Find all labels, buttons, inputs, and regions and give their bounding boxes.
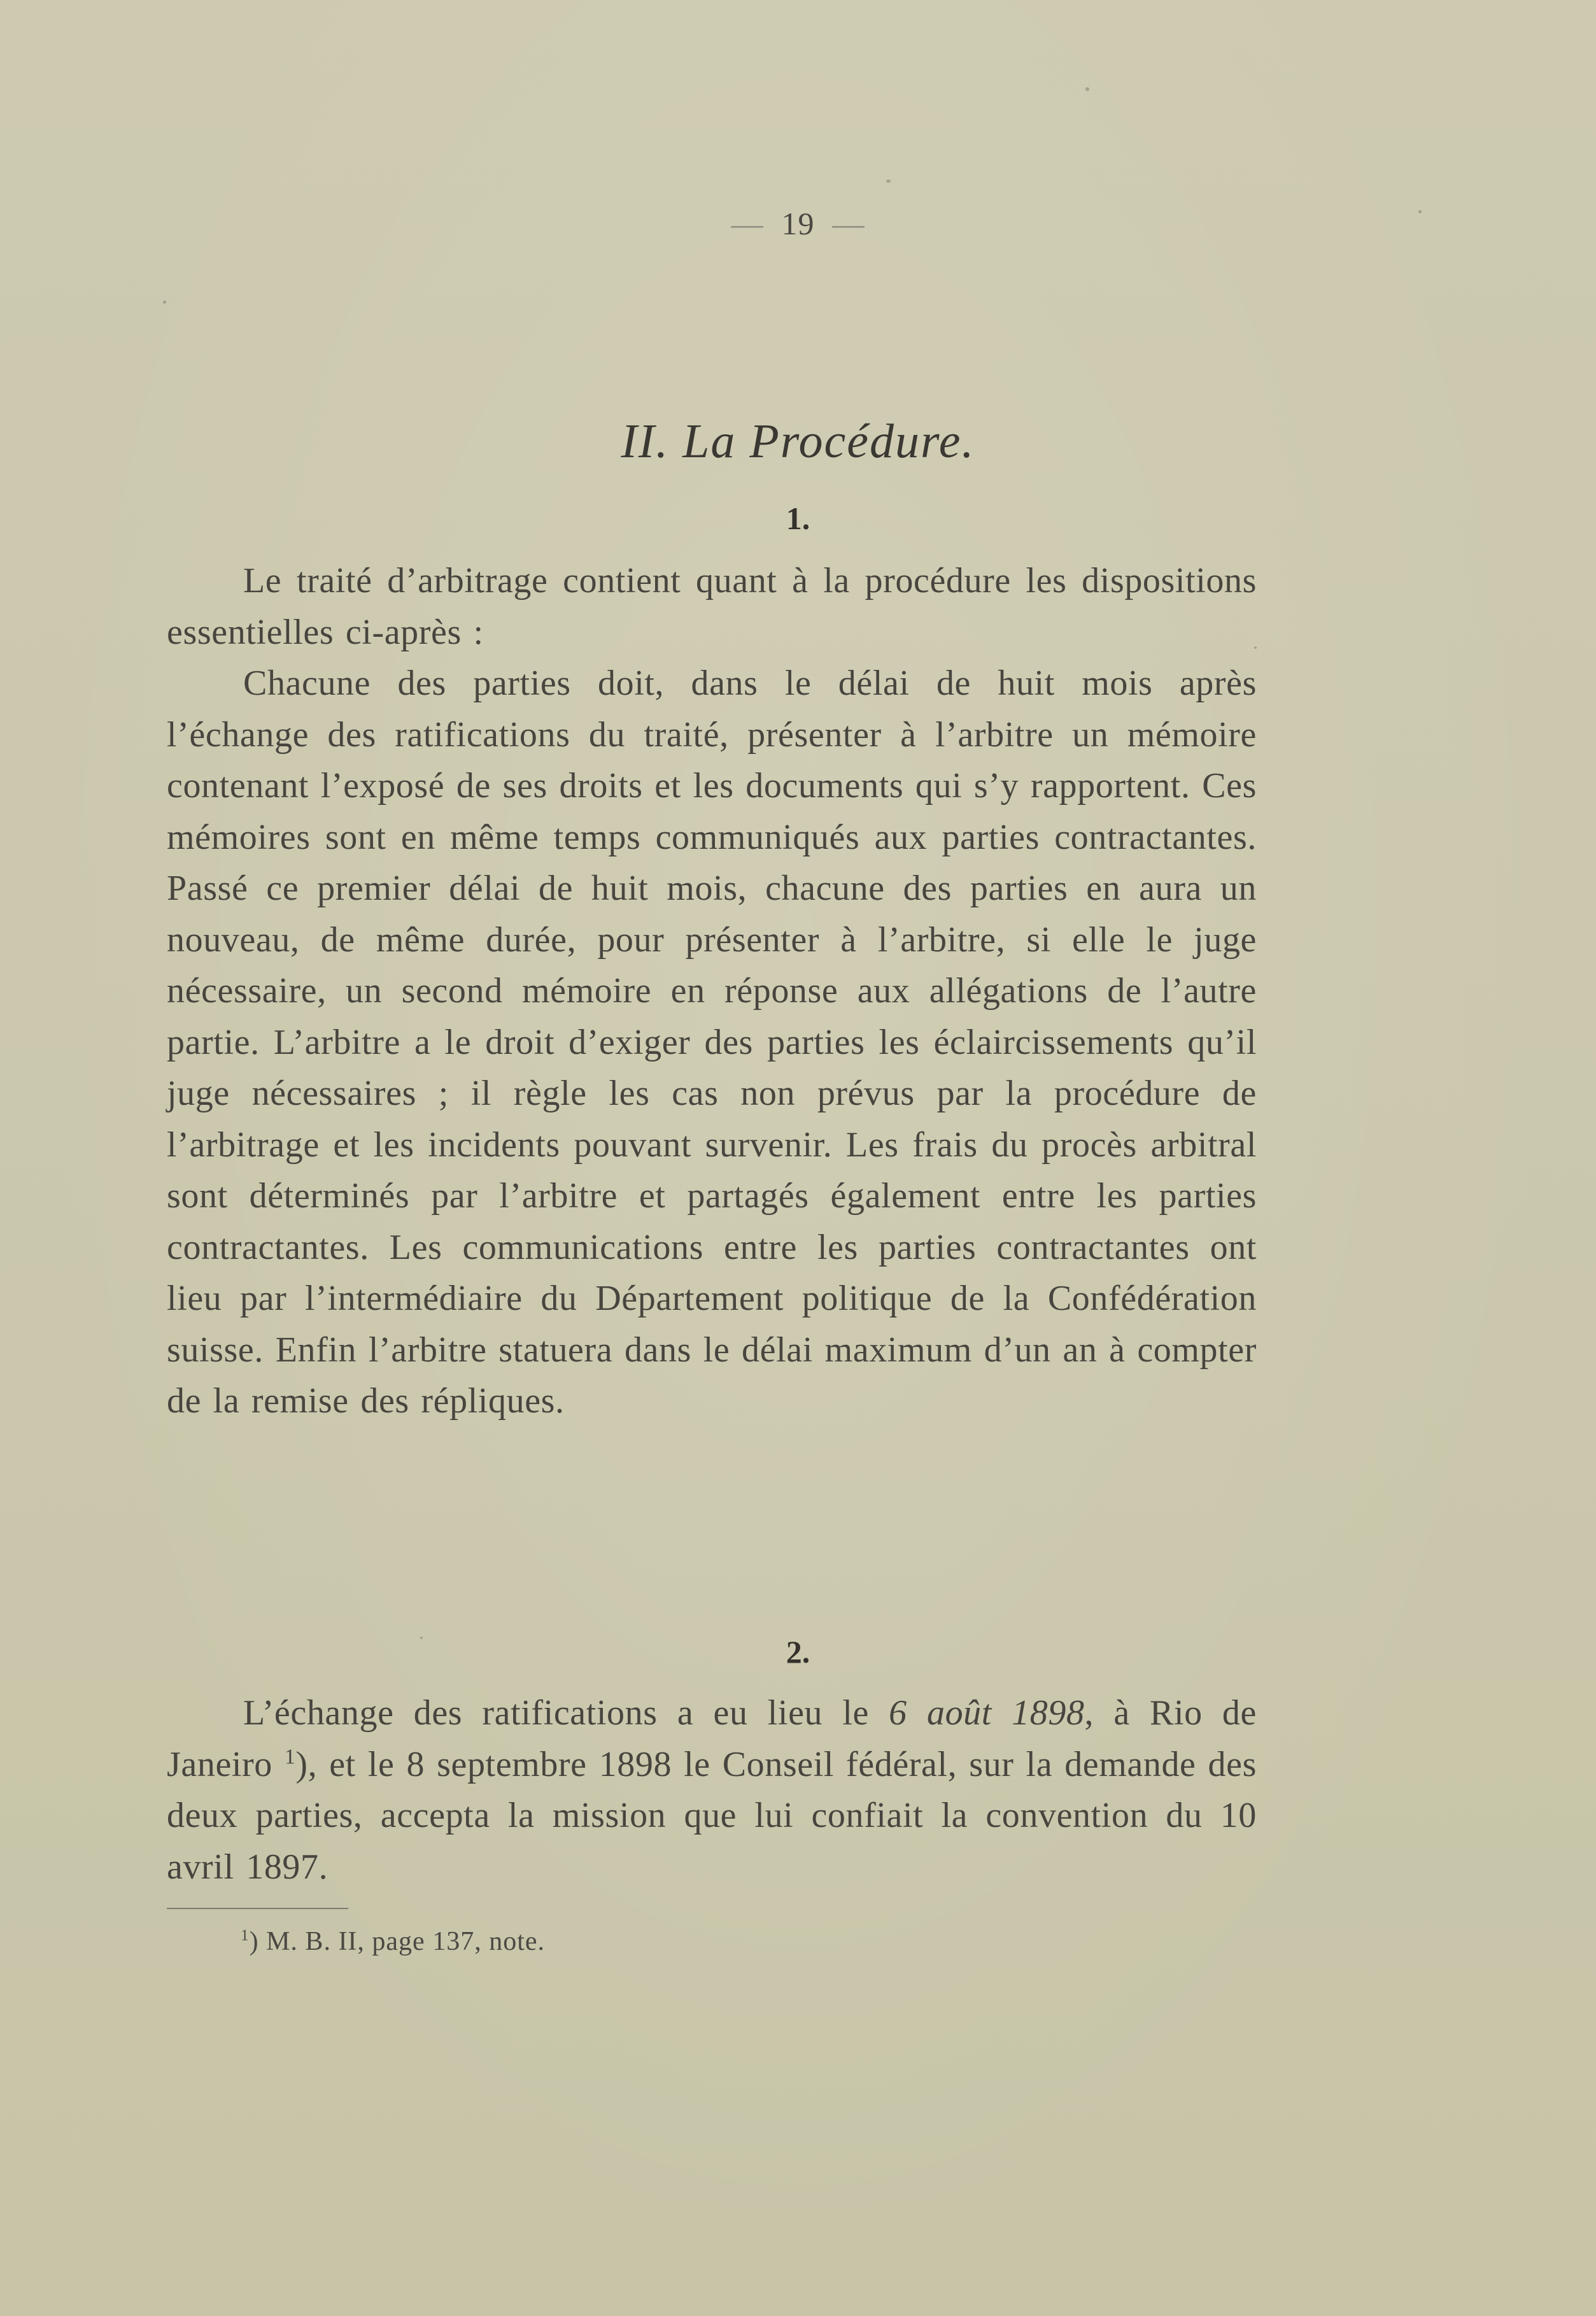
paper-speck	[163, 301, 166, 304]
paragraph-3-middle: , à Rio de Janeiro	[167, 1693, 1257, 1784]
ratification-date: 6 août 1898	[889, 1693, 1085, 1733]
chapter-title: II. La Procédure.	[621, 415, 975, 468]
paragraph-3-end: ), et le 8 septembre 1898 le Conseil fédéral, sur la demande des deux parties, accepta la mission que lui confiait la convention du 10 avril 1897.	[167, 1744, 1257, 1887]
paragraph-2: Chacune des parties doit, dans le délai de huit mois après l’échange des ratifications du traité, présenter à l’arbitre un mémoire contenant l’exposé de ses droits et les documents qui s’y rapportent. Ces mémoires sont en même temps communiqués aux parties contractantes. Passé ce premier délai de huit mois, chacune des parties en aura un nouveau, de même durée, pour présenter à l’arbitre, si elle le juge nécessaire, un second mémoire en réponse aux allégations de l’autre partie. L’arbitre a le droit d’exiger des parties les éclaircissements qu’il juge nécessaires ; il règle les cas non prévus par la procédure de l’arbitrage et les incidents pouvant survenir. Les frais du procès arbitral sont déterminés par l’arbitre et partagés également entre les parties contractantes. Les communications entre les parties contractantes ont lieu par l’intermédiaire du Département politique de la Confédération suisse. Enfin l’arbitre statuera dans le délai maximum d’un an à compter de la remise des répliques.	[167, 664, 1257, 1421]
paper-speck	[420, 1637, 423, 1639]
paragraph-3	[167, 1687, 1257, 1893]
section-number-2: 2.	[786, 1634, 810, 1670]
paper-speck	[1418, 210, 1422, 213]
footnote-marker: 1	[241, 1927, 250, 1944]
page-number: 19	[781, 206, 815, 241]
page-number-dash-left: —	[731, 206, 764, 241]
paper-speck	[886, 180, 891, 183]
paragraph-3-start: L’échange des ratifications a eu lieu le	[243, 1693, 889, 1733]
footnote-text: ) M. B. II, page 137, note.	[249, 1927, 546, 1956]
paragraph-1: Le traité d’arbitrage contient quant à la procédure les dispositions essentielles ci-après :	[167, 561, 1257, 652]
paper-speck	[1085, 87, 1089, 91]
paper-speck	[1254, 646, 1257, 649]
section-number-1: 1.	[786, 501, 810, 536]
page-number-line	[0, 205, 1596, 242]
footnote-reference: 1	[284, 1744, 296, 1768]
page-number-dash-right: —	[832, 206, 865, 241]
footnote	[241, 1926, 545, 1957]
footnote-divider	[167, 1908, 348, 1909]
